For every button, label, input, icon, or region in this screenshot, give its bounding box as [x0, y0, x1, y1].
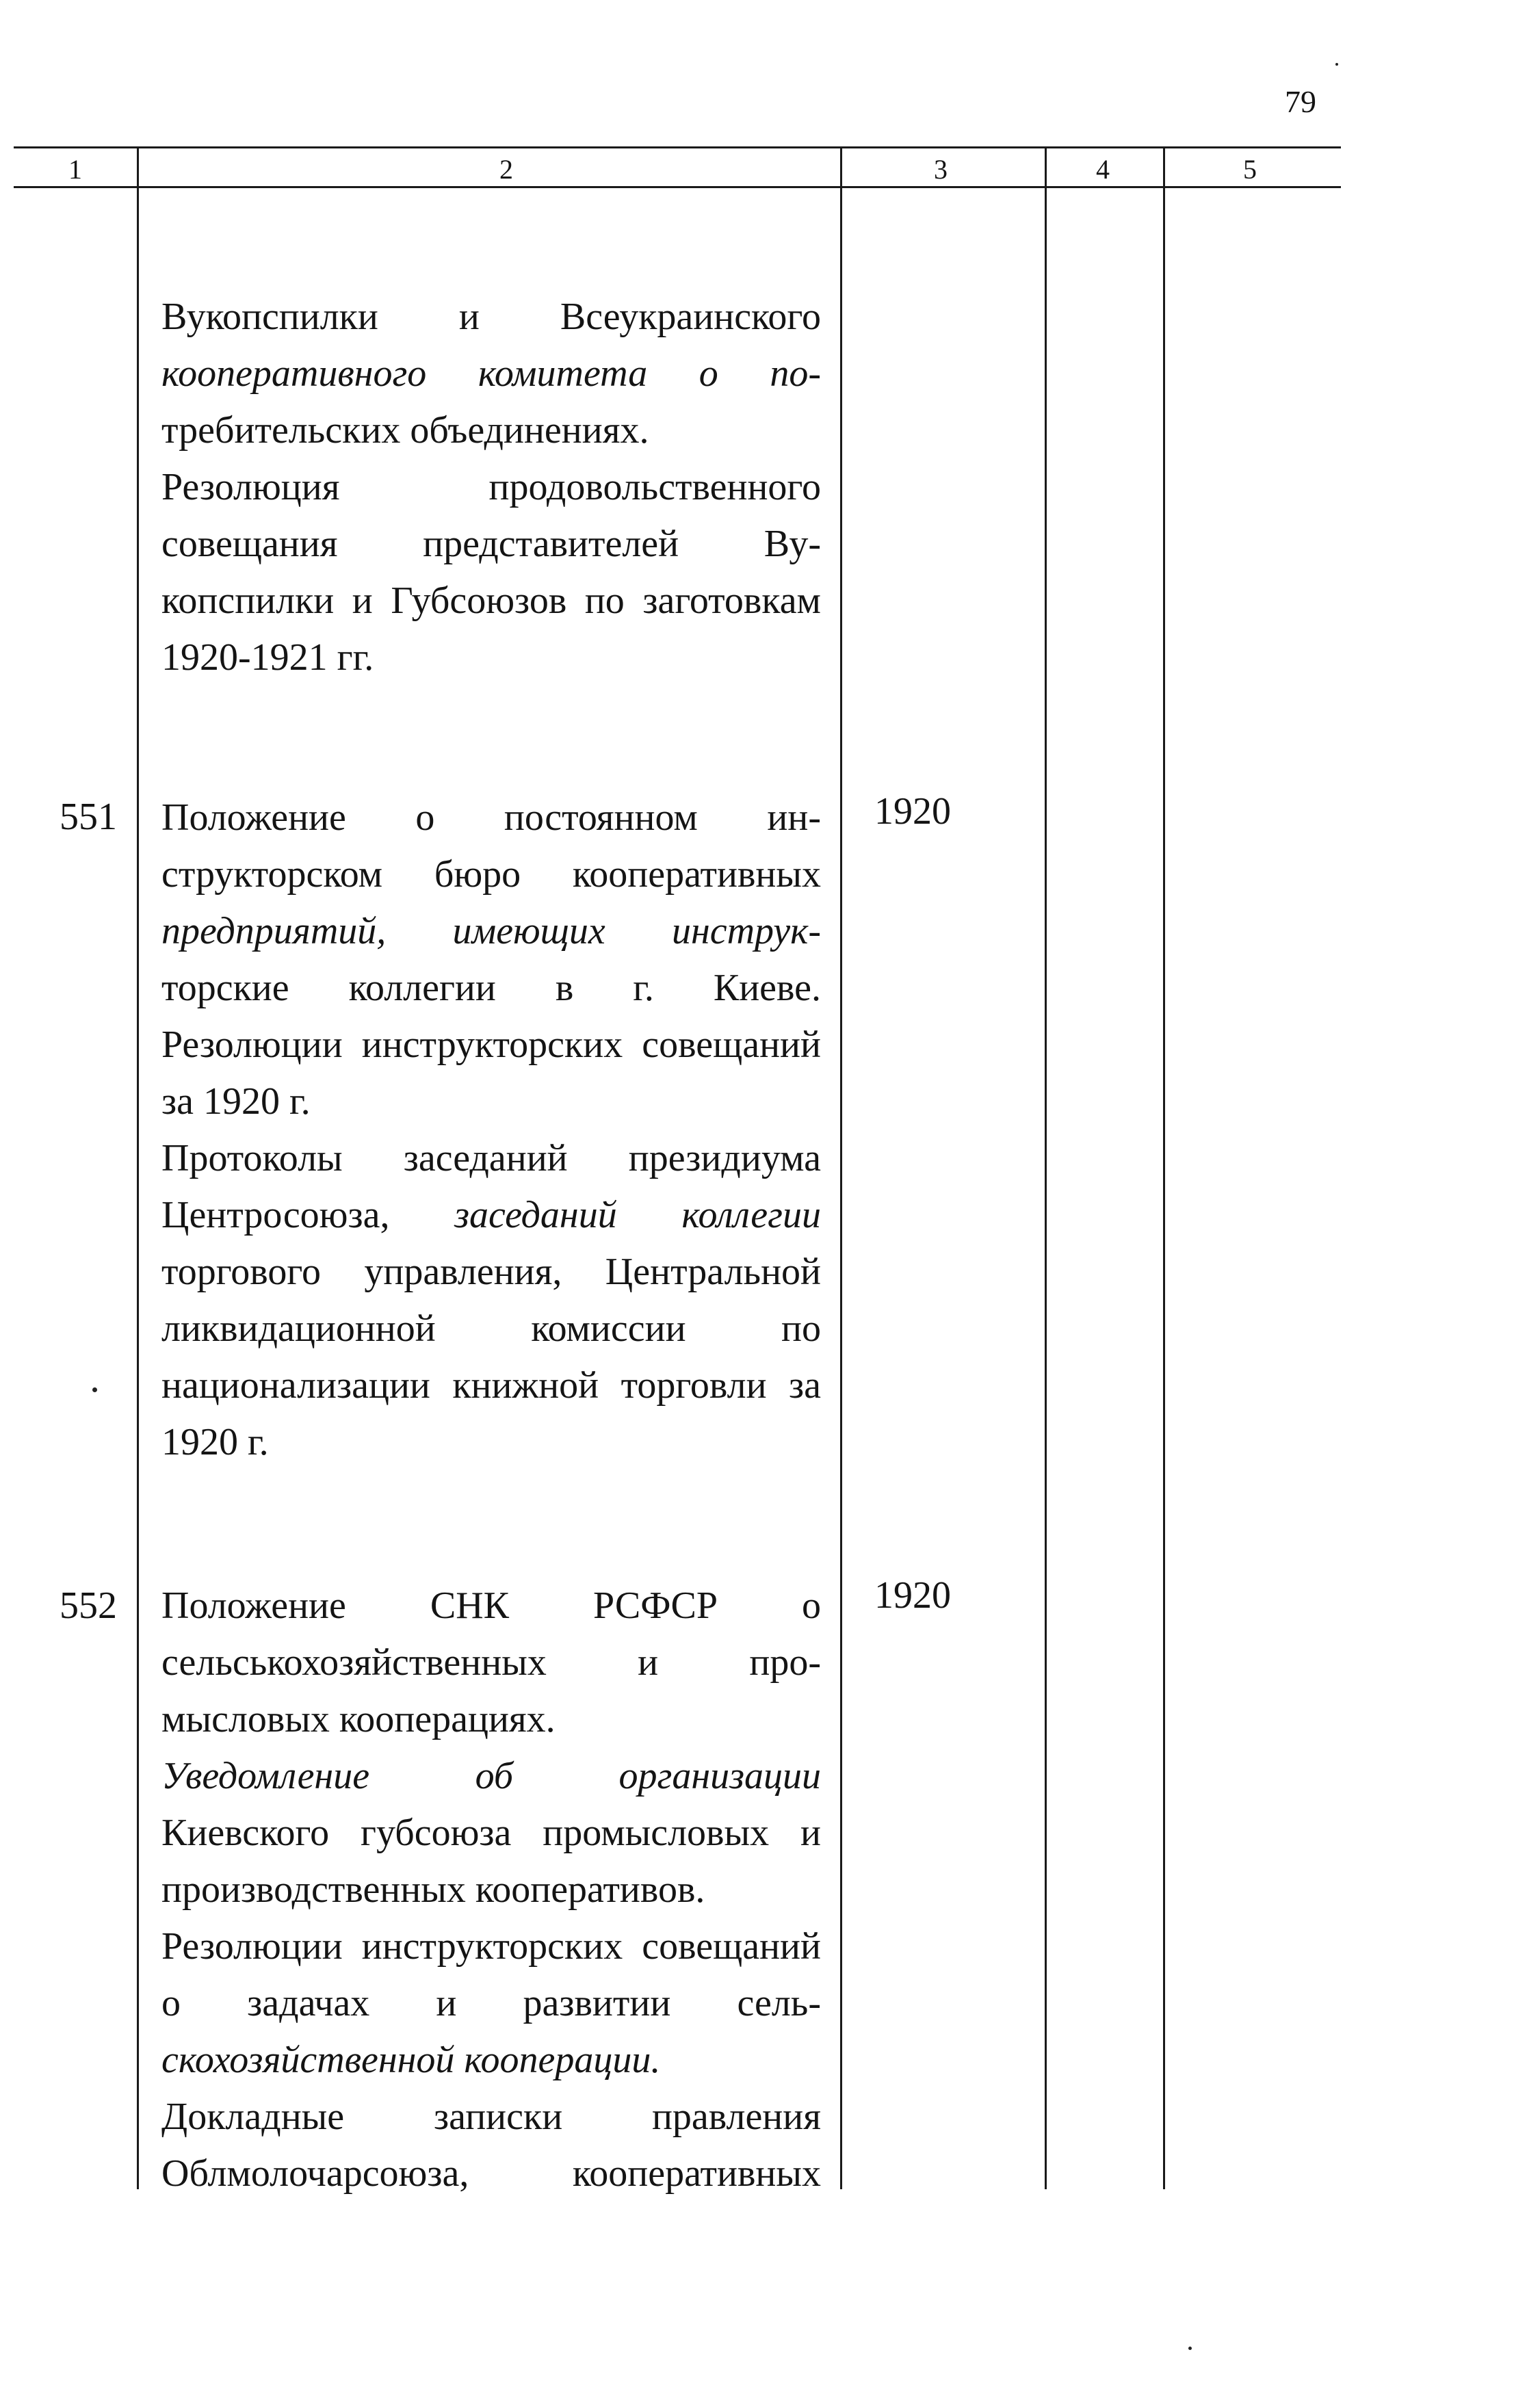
text-line: Протоколы заседаний президиума — [161, 1137, 821, 1179]
column-header-4: 4 — [1096, 154, 1110, 185]
text-line: Докладные записки правления — [161, 2096, 821, 2138]
column-divider-4 — [1163, 146, 1165, 2189]
text-line: Резолюции инструкторских совещаний — [161, 1023, 821, 1066]
table-top-border — [14, 146, 1341, 148]
text-line: кооперативного комитета о по- — [161, 352, 821, 395]
text-line: производственных кооперативов. — [161, 1868, 705, 1911]
text-line: за 1920 г. — [161, 1080, 311, 1123]
text-line: Положение о постоянном ин- — [161, 796, 821, 839]
text-line: 1920-1921 гг. — [161, 636, 374, 679]
text-line: Уведомление об организации — [161, 1755, 821, 1797]
entry-continued — [161, 289, 821, 686]
text-line: скохозяйственной кооперации. — [161, 2039, 661, 2081]
text-line: структорском бюро кооперативных — [161, 853, 821, 896]
text-line: Киевского губсоюза промысловых и — [161, 1812, 821, 1854]
text-line: о задачах и развитии сель- — [161, 1982, 821, 2024]
column-header-2: 2 — [499, 154, 513, 185]
column-header-5: 5 — [1243, 154, 1257, 185]
text-line: торгового управления, Центральной — [161, 1251, 821, 1293]
text-line: Резолюции инструкторских совещаний — [161, 1925, 821, 1968]
text-line: 1920 г. — [161, 1421, 269, 1463]
column-header-3: 3 — [934, 154, 948, 185]
text-line: совещания представителей Ву- — [161, 523, 821, 565]
text-line: торские коллегии в г. Киеве. — [161, 967, 821, 1009]
column-header-1: 1 — [68, 154, 82, 185]
text-line: сельськохозяйственных и про- — [161, 1641, 821, 1684]
text-line: Резолюция продовольственного — [161, 466, 821, 508]
entry-number: 552 — [60, 1584, 117, 1627]
text-line: Положение СНК РСФСР о — [161, 1584, 821, 1627]
column-divider-2 — [840, 146, 842, 2189]
column-divider-3 — [1045, 146, 1047, 2189]
scan-speck — [1188, 2347, 1192, 2350]
entry-year: 1920 — [874, 1574, 951, 1617]
entry-description — [161, 1578, 821, 2202]
scan-speck — [92, 1387, 97, 1392]
text-line: ликвидационной комиссии по — [161, 1307, 821, 1350]
column-divider-1 — [137, 146, 139, 2189]
entry-description — [161, 789, 821, 1471]
text-line: национализации книжной торговли за — [161, 1364, 821, 1407]
text-line: Вукопспилки и Всеукраинского — [161, 296, 821, 338]
text-line: предприятий, имеющих инструк- — [161, 910, 821, 952]
scan-speck — [1335, 63, 1338, 66]
text-line: копспилки и Губсоюзов по заготовкам — [161, 579, 821, 622]
text-line: мысловых кооперациях. — [161, 1698, 556, 1740]
text-line: Центросоюза, заседаний коллегии — [161, 1194, 821, 1236]
text-line: требительских объединениях. — [161, 409, 649, 452]
page-number: 79 — [1285, 84, 1316, 119]
entry-year: 1920 — [874, 790, 951, 833]
header-bottom-border — [14, 186, 1341, 188]
text-line: Облмолочарсоюза, кооперативных — [161, 2152, 821, 2195]
entry-number: 551 — [60, 796, 117, 838]
